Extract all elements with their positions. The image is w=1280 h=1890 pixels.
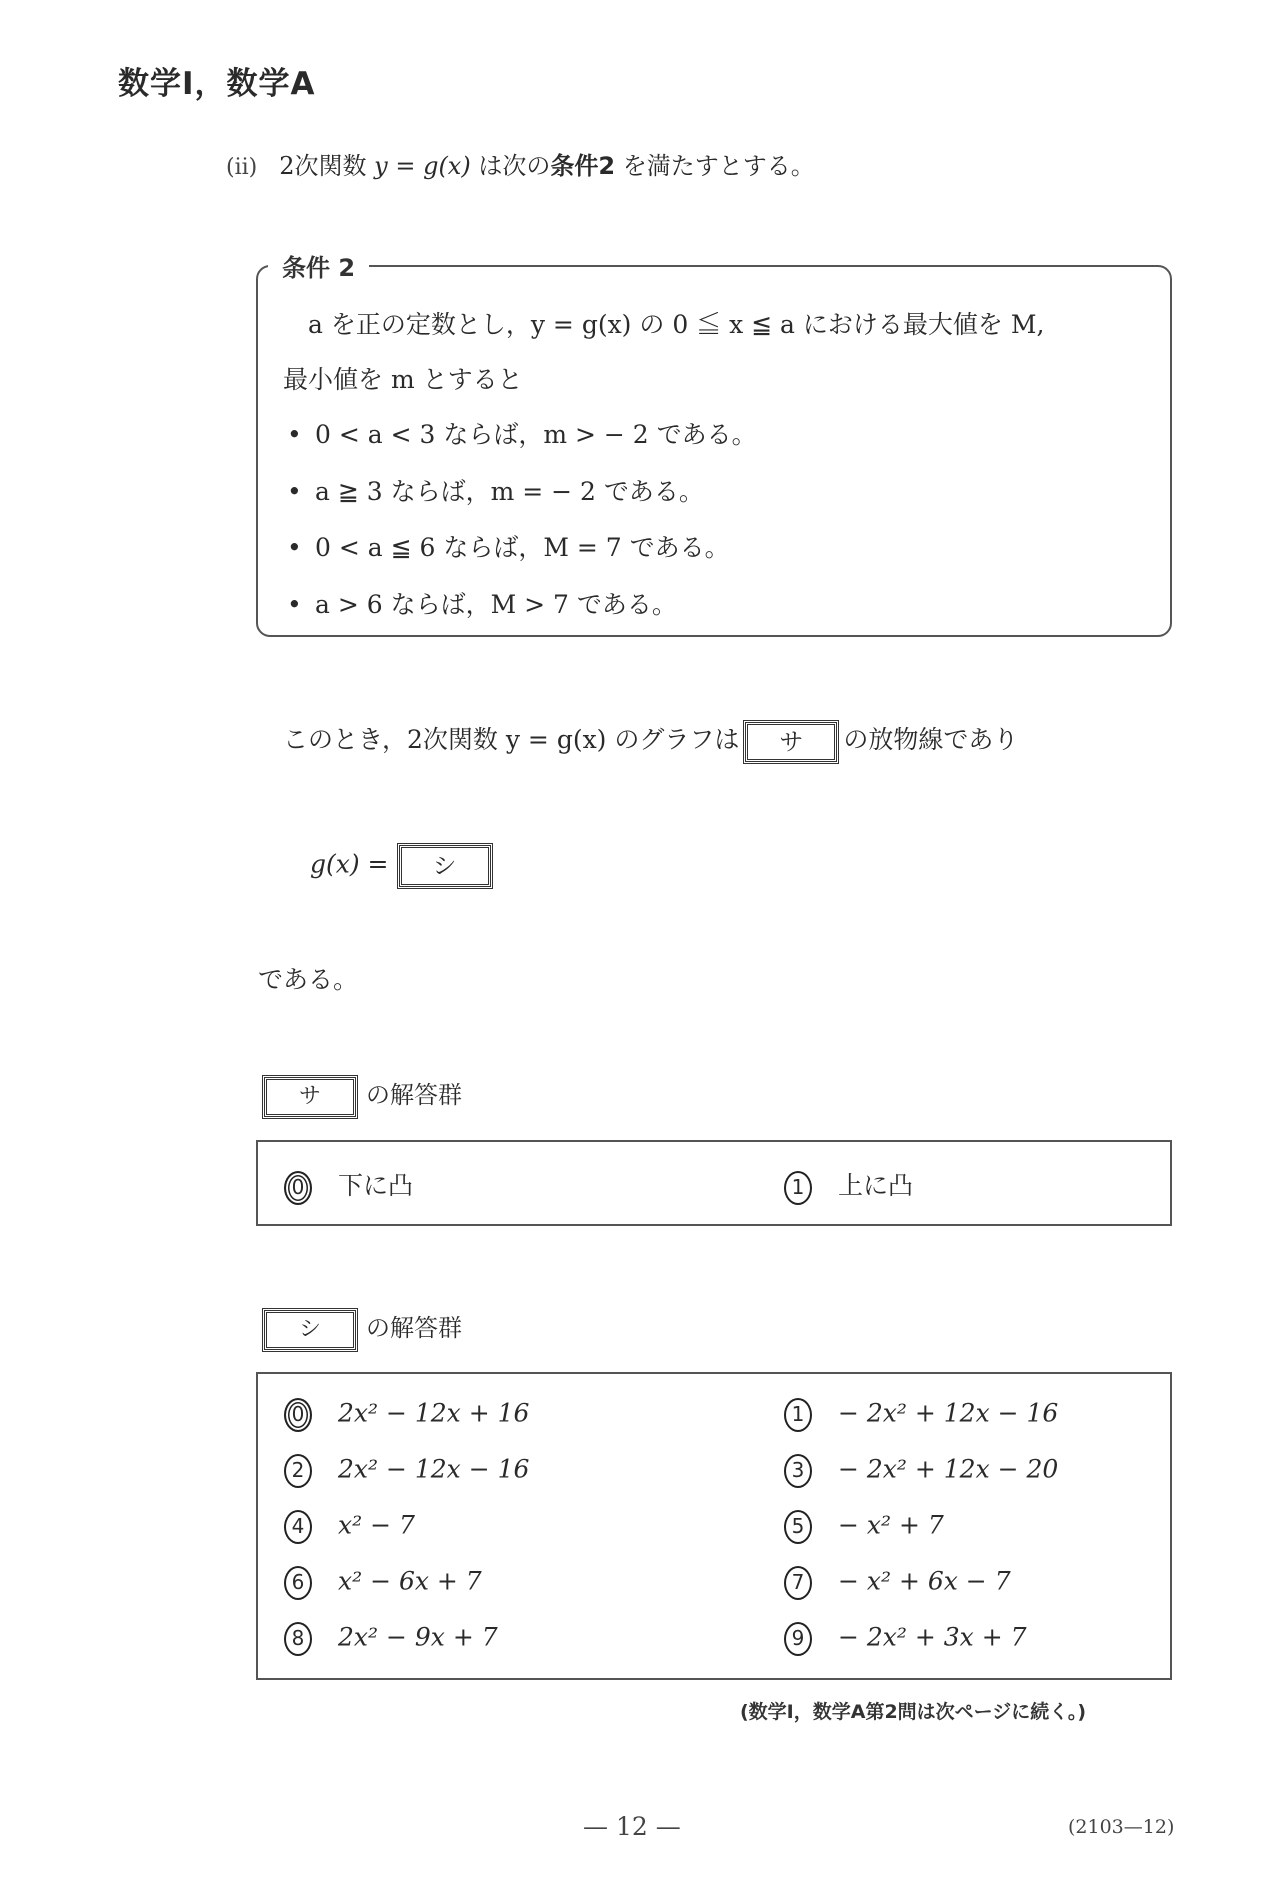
question-sentence: このとき，2次関数 y = g(x) のグラフは サ の放物線であり [283,720,1018,762]
circled-number-icon: 6 [284,1566,312,1600]
intro-statement: (ii) 2次関数 y = g(x) は次の条件2 を満たすとする。 [226,152,815,180]
circled-number-icon: 4 [284,1510,312,1544]
continue-note: (数学Ⅰ，数学A第2問は次ページに続く。) [740,1701,1087,1723]
condition-line-1: a を正の定数とし，y = g(x) の 0 ≦ x ≦ a における最大値を M, [308,310,1045,339]
answer-option-shi-9[interactable]: 9 − 2x² + 3x + 7 [784,1622,1027,1656]
answer-option-shi-1[interactable]: 1 − 2x² + 12x − 16 [784,1398,1058,1432]
circled-number-icon: 0 [284,1398,312,1432]
answer-blank-shi-label: シ [264,1310,356,1350]
page-title: 数学Ⅰ，数学A [118,66,316,102]
bullet-icon: • [287,477,302,506]
question-ending: である。 [258,965,359,994]
circled-number-icon: 9 [784,1622,812,1656]
answer-group-sa-heading: サ の解答群 [264,1075,462,1117]
answer-option-shi-0[interactable]: 0 2x² − 12x + 16 [284,1398,529,1432]
answer-group-sa-box [256,1140,1172,1226]
page-number: — 12 — [583,1812,681,1841]
bullet-icon: • [287,590,302,619]
answer-option-shi-4[interactable]: 4 x² − 7 [284,1510,415,1544]
page-code: (2103—12) [1068,1816,1175,1838]
circled-number-icon: 1 [784,1171,812,1205]
bullet-icon: • [287,533,302,562]
condition-reference: 条件2 [550,152,616,180]
answer-option-shi-8[interactable]: 8 2x² − 9x + 7 [284,1622,498,1656]
answer-blank-sa-label: サ [264,1077,356,1117]
answer-blank-shi[interactable]: シ [399,845,491,887]
answer-group-shi-box [256,1372,1172,1680]
circled-number-icon: 7 [784,1566,812,1600]
answer-option-shi-3[interactable]: 3 − 2x² + 12x − 20 [784,1454,1058,1488]
circled-number-icon: 2 [284,1454,312,1488]
answer-option-shi-7[interactable]: 7 − x² + 6x − 7 [784,1566,1011,1600]
circled-number-icon: 8 [284,1622,312,1656]
bullet-icon: • [287,420,302,449]
circled-number-icon: 0 [284,1171,312,1205]
circled-number-icon: 1 [784,1398,812,1432]
condition-bullet: • 0 < a < 3 ならば，m > − 2 である。 [287,420,757,449]
condition-title: 条件 2 [268,248,369,283]
answer-option-sa-0[interactable]: 0 下に凸 [284,1166,413,1205]
sub-question-number: (ii) [226,155,258,180]
gx-equation: g(x) = シ [310,845,491,887]
answer-group-shi-heading: シ の解答群 [264,1308,462,1350]
condition-bullet: • 0 < a ≦ 6 ならば，M = 7 である。 [287,533,730,562]
condition-bullet: • a ≧ 3 ならば，m = − 2 である。 [287,477,704,506]
answer-option-shi-5[interactable]: 5 − x² + 7 [784,1510,944,1544]
answer-option-shi-2[interactable]: 2 2x² − 12x − 16 [284,1454,529,1488]
circled-number-icon: 5 [784,1510,812,1544]
condition-bullet: • a > 6 ならば，M > 7 である。 [287,590,677,619]
answer-option-shi-6[interactable]: 6 x² − 6x + 7 [284,1566,482,1600]
answer-option-sa-1[interactable]: 1 上に凸 [784,1166,913,1205]
condition-line-2: 最小値を m とすると [283,365,523,394]
circled-number-icon: 3 [784,1454,812,1488]
answer-blank-sa[interactable]: サ [745,722,837,762]
